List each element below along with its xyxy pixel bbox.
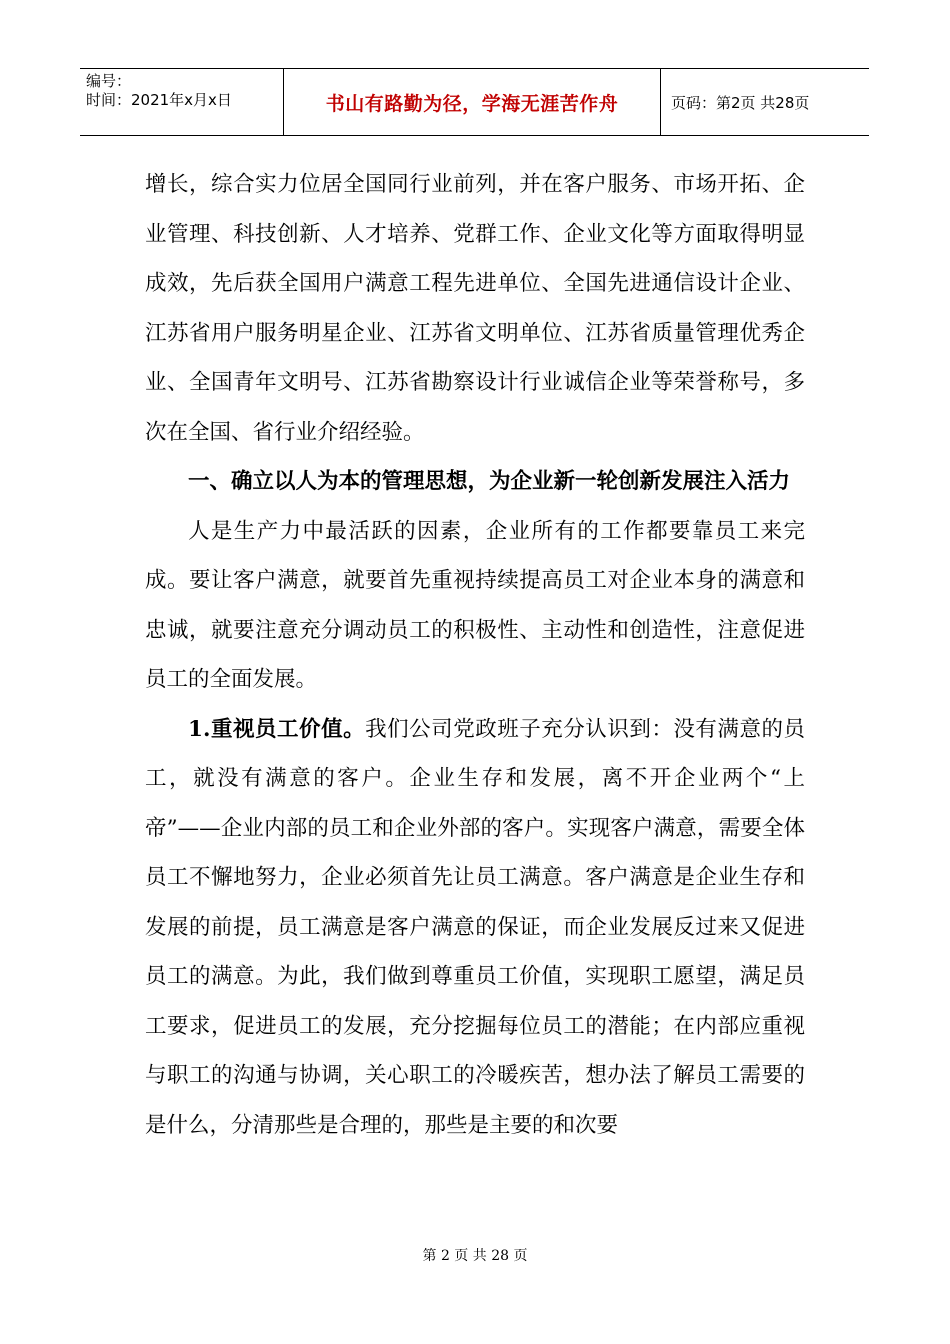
document-body	[145, 160, 805, 1150]
time-label: 时间：2021年x月x日	[86, 91, 232, 109]
header-meta	[80, 69, 284, 135]
header-motto-cell	[284, 69, 661, 135]
header-page-info-cell	[661, 69, 869, 135]
paragraph: 人是生产力中最活跃的因素，企业所有的工作都要靠员工来完成。要让客户满意，就要首先重视持续提高员工对企业本身的满意和忠诚，就要注意充分调动员工的积极性、主动性和创造性，注意促进员工的全面发展。	[145, 518, 805, 692]
document-header	[80, 68, 869, 136]
paragraph-text: 我们公司党政班子充分认识到：没有满意的员工，就没有满意的客户。企业生存和发展，离不开企业两个“上帝”——企业内部的员工和企业外部的客户。实现客户满意，需要全体员工不懈地努力，企业必须首先让员工满意。客户满意是企业生存和发展的前提，员工满意是客户满意的保证，而企业发展反过来又促进员工的满意。为此，我们做到尊重员工价值，实现职工愿望，满足员工要求，促进员工的发展，充分挖掘每位员工的潜能；在内部应重视与职工的沟通与协调，关心职工的冷暖疾苦，想办法了解员工需要的是什么，分清那些是合理的，那些是主要的和次要	[145, 716, 805, 1138]
paragraph-lead: 1.重视员工价值。	[188, 716, 366, 742]
paragraph-numbered	[145, 705, 805, 1151]
header-motto: 书山有路勤为径，学海无涯苦作舟	[325, 92, 619, 115]
header-page-info: 页码：第2页 共28页	[671, 93, 810, 112]
page-footer: 第 2 页 共 28 页	[422, 1248, 528, 1264]
number-label: 编号：	[86, 72, 132, 90]
paragraph-continuation: 增长，综合实力位居全国同行业前列，并在客户服务、市场开拓、企业管理、科技创新、人才培养、党群工作、企业文化等方面取得明显成效，先后获全国用户满意工程先进单位、全国先进通信设计企业、江苏省用户服务明星企业、江苏省文明单位、江苏省质量管理优秀企业、全国青年文明号、江苏省勘察设计行业诚信企业等荣誉称号，多次在全国、省行业介绍经验。	[145, 172, 805, 445]
section-heading: 一、确立以人为本的管理思想，为企业新一轮创新发展注入活力	[188, 469, 791, 494]
